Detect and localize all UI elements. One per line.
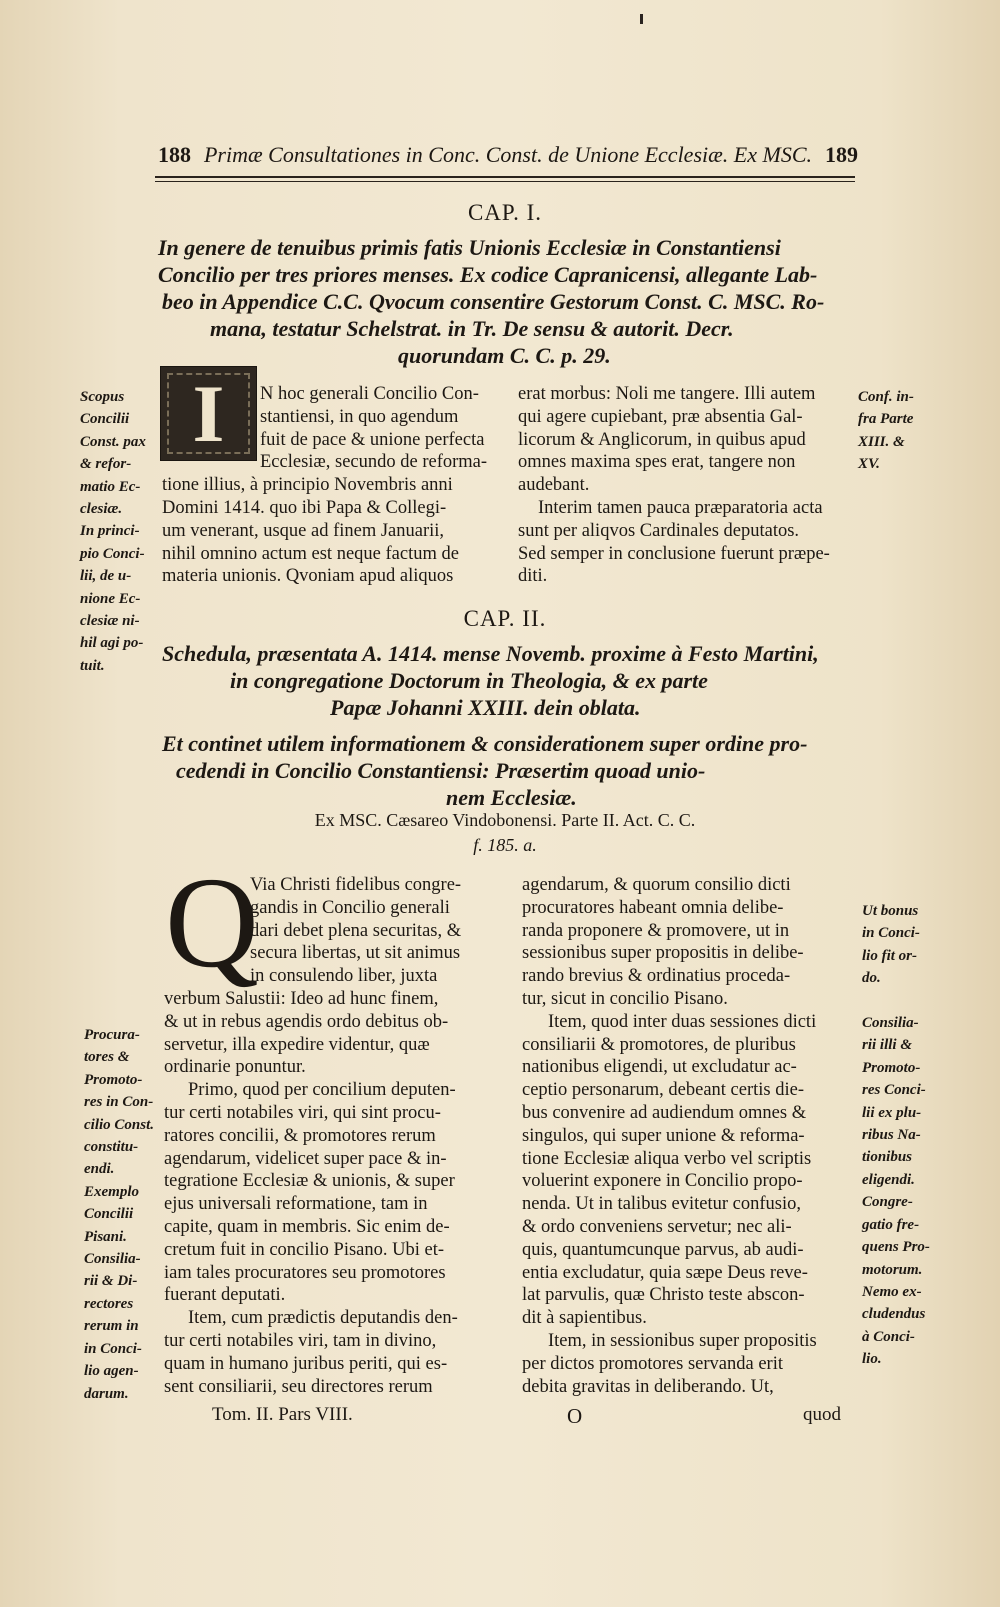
page-mark bbox=[640, 14, 643, 24]
margin-line: rectores bbox=[84, 1295, 134, 1312]
text-line: Domini 1414. quo ibi Papa & Collegi- bbox=[162, 497, 447, 518]
margin-line: Promoto- bbox=[84, 1071, 143, 1088]
margin-line: do. bbox=[862, 970, 881, 987]
text-line: nihil omnino actum est neque factum de bbox=[162, 543, 459, 564]
margin-line: pio Conci- bbox=[80, 545, 145, 562]
text-line: nationibus eligendi, ut excludatur ac- bbox=[522, 1057, 797, 1078]
cap1-left-column bbox=[162, 383, 500, 588]
text-line: bus convenire ad audiendum omnes & bbox=[522, 1102, 807, 1123]
text-line: dit à sapientibus. bbox=[522, 1308, 647, 1329]
margin-line: Const. pax bbox=[80, 433, 146, 450]
text-line: dari debet plena securitas, & bbox=[250, 920, 462, 941]
subtitle-line: nem Ecclesiæ. bbox=[446, 785, 577, 810]
cap2-right-column bbox=[522, 874, 860, 1398]
text-line: singulos, qui super unione & reforma- bbox=[522, 1125, 805, 1146]
text-line: sunt per aliqvos Cardinales deputatos. bbox=[518, 520, 800, 541]
text-line: ratores concilii, & promotores rerum bbox=[164, 1125, 436, 1146]
text-line: fuit de pace & unione perfecta bbox=[260, 429, 485, 450]
chapter-2-title bbox=[162, 640, 862, 721]
margin-line: lii ex plu- bbox=[862, 1104, 922, 1121]
margin-line: tuit. bbox=[80, 657, 105, 674]
header-rule bbox=[155, 176, 855, 178]
running-title: Primæ Consultationes in Conc. Const. de Unione Ecclesiæ. Ex MSC. bbox=[203, 142, 812, 167]
text-line: um venerant, usque ad finem Januarii, bbox=[162, 520, 445, 541]
margin-line: Congre- bbox=[862, 1194, 913, 1211]
title-line: mana, testatur Schelstrat. in Tr. De sensu & autorit. Decr. bbox=[210, 316, 734, 341]
text-line: audebant. bbox=[518, 475, 590, 496]
margin-line: Consilia- bbox=[862, 1015, 919, 1032]
margin-line: Pisani. bbox=[84, 1228, 127, 1245]
title-line: In genere de tenuibus primis fatis Unionis Ecclesiæ in Constantiensi bbox=[158, 235, 781, 260]
text-line: stantiensi, in quo agendum bbox=[260, 406, 459, 427]
subtitle-line: Et continet utilem informationem & considerationem super ordine pro- bbox=[162, 731, 808, 756]
text-line: quis, quantumcunque parvus, ab audi- bbox=[522, 1239, 804, 1260]
text-line: ceptio personarum, debeant certis die- bbox=[522, 1080, 805, 1101]
margin-line: rii illi & bbox=[862, 1037, 913, 1054]
text-line: servetur, illa expedire videntur, quæ bbox=[164, 1034, 430, 1055]
text-line: Item, in sessionibus super propositis bbox=[548, 1330, 817, 1351]
margin-line: In princi- bbox=[80, 523, 140, 540]
signature-line: Tom. II. Pars VIII. bbox=[212, 1404, 353, 1425]
running-header bbox=[158, 138, 858, 174]
margin-note-right-2 bbox=[862, 900, 930, 1371]
margin-line: Scopus bbox=[80, 389, 125, 405]
margin-line: lii, de u- bbox=[80, 568, 132, 585]
margin-line: hil agi po- bbox=[80, 635, 144, 652]
text-line: Item, quod inter duas sessiones dicti bbox=[548, 1011, 817, 1032]
margin-line: eligendi. bbox=[862, 1171, 915, 1188]
margin-line: quens Pro- bbox=[862, 1239, 930, 1256]
text-line: entia excludatur, quia sæpe Deus reve- bbox=[522, 1262, 808, 1283]
text-line: iam tales procuratores seu promotores bbox=[164, 1262, 446, 1283]
margin-line: Procura- bbox=[84, 1027, 140, 1043]
margin-line: constitu- bbox=[84, 1139, 139, 1156]
margin-line: rii & Di- bbox=[84, 1273, 138, 1290]
margin-line: Exemplo bbox=[84, 1183, 139, 1200]
margin-line: tores & bbox=[84, 1049, 130, 1066]
text-line: secura libertas, ut sit animus bbox=[250, 943, 461, 964]
title-line: Papæ Johanni XXIII. dein oblata. bbox=[330, 695, 641, 720]
text-line: tegratione Ecclesiæ & unionis, & super bbox=[164, 1171, 455, 1192]
margin-line: Nemo ex- bbox=[862, 1283, 922, 1300]
text-line: cretum fuit in concilio Pisano. Ubi et- bbox=[164, 1239, 445, 1260]
text-line: nenda. Ut in talibus evitetur confusio, bbox=[522, 1194, 801, 1215]
text-line: tione illius, à principio Novembris anni bbox=[162, 475, 453, 496]
margin-line: XV. bbox=[858, 456, 880, 473]
margin-line: nione Ec- bbox=[80, 590, 141, 607]
margin-line bbox=[862, 990, 930, 1012]
margin-line: rerum in bbox=[84, 1318, 139, 1335]
margin-line: in Conci- bbox=[862, 925, 920, 942]
text-line: Interim tamen pauca præparatoria acta bbox=[538, 497, 823, 518]
chapter-2-subtitle bbox=[162, 730, 862, 811]
margin-line: matio Ec- bbox=[80, 478, 141, 495]
margin-note-left-2 bbox=[84, 1024, 154, 1405]
text-line: diti. bbox=[518, 566, 548, 587]
margin-line: à Conci- bbox=[862, 1328, 915, 1345]
text-line: debita gravitas in deliberando. Ut, bbox=[522, 1376, 774, 1397]
text-line: capite, quam in membris. Sic enim de- bbox=[164, 1216, 450, 1237]
text-line: procuratores habeant omnia delibe- bbox=[522, 897, 784, 918]
text-line: Primo, quod per concilium deputen- bbox=[188, 1080, 456, 1101]
text-line: in consulendo liber, juxta bbox=[250, 966, 438, 987]
margin-line: cilio Const. bbox=[84, 1116, 155, 1133]
margin-line: clesiæ ni- bbox=[80, 613, 140, 630]
text-line: omnes maxima spes erat, tangere non bbox=[518, 452, 796, 473]
margin-line: darum. bbox=[84, 1385, 129, 1402]
text-line: erat morbus: Noli me tangere. Illi autem bbox=[518, 384, 816, 404]
chapter-heading-1: CAP. I. bbox=[467, 200, 543, 225]
source-folio: f. 185. a. bbox=[473, 835, 537, 855]
margin-line: Ut bonus bbox=[862, 903, 919, 919]
text-line: sessionibus super propositis in delibe- bbox=[522, 943, 804, 964]
margin-line: Consilia- bbox=[84, 1251, 141, 1268]
text-line: voluerint exponere in Concilio propo- bbox=[522, 1171, 803, 1192]
text-line: Ecclesiæ, secundo de reforma- bbox=[260, 452, 488, 473]
margin-line: Concilii bbox=[80, 411, 130, 428]
text-line: & ordo conveniens servetur; nec ali- bbox=[522, 1216, 792, 1237]
subtitle-line: cedendi in Concilio Constantiensi: Præsertim quoad unio- bbox=[176, 758, 706, 783]
text-line: tur, sicut in concilio Pisano. bbox=[522, 988, 728, 1009]
catchword: quod bbox=[803, 1404, 841, 1425]
margin-line: in Conci- bbox=[84, 1340, 142, 1357]
text-line: quam in humano juribus periti, qui es- bbox=[164, 1353, 448, 1374]
text-line: qui agere cupiebant, præ absentia Gal- bbox=[518, 406, 803, 427]
text-line: tur certi notabiles viri, qui sint procu- bbox=[164, 1102, 441, 1123]
source-line: Ex MSC. Cæsareo Vindobonensi. Parte II. Act. C. C. bbox=[314, 810, 696, 830]
text-line: consiliarii & promotores, de pluribus bbox=[522, 1034, 796, 1055]
title-line: Schedula, præsentata A. 1414. mense Novemb. proxime à Festo Martini, bbox=[162, 641, 819, 666]
text-line: materia unionis. Qvoniam apud aliquos bbox=[162, 566, 454, 587]
initial-letter: I bbox=[192, 368, 225, 459]
margin-line: endi. bbox=[84, 1161, 115, 1178]
margin-line: cludendus bbox=[862, 1306, 926, 1323]
text-line: agendarum, videlicet super pace & in- bbox=[164, 1148, 447, 1169]
page-number-left: 188 bbox=[158, 142, 191, 167]
text-line: Via Christi fidelibus congre- bbox=[250, 875, 462, 895]
margin-line: motorum. bbox=[862, 1261, 923, 1278]
text-line: licorum & Anglicorum, in quibus apud bbox=[518, 429, 806, 450]
text-line: & ut in rebus agendis ordo debitus ob- bbox=[164, 1011, 449, 1032]
text-line: lat parvulis, quæ Christo teste abscon- bbox=[522, 1285, 805, 1306]
margin-line: Conf. in- bbox=[858, 389, 914, 405]
page-number-right: 189 bbox=[825, 142, 858, 167]
text-line: tione Ecclesiæ aliqua verbo vel scriptis bbox=[522, 1148, 812, 1169]
text-line: ordinarie ponuntur. bbox=[164, 1057, 306, 1078]
title-line: beo in Appendice C.C. Qvocum consentire Gestorum Const. C. MSC. Ro- bbox=[162, 289, 825, 314]
margin-line: res Conci- bbox=[862, 1082, 926, 1099]
margin-line: lio. bbox=[862, 1351, 882, 1368]
margin-line: lio agen- bbox=[84, 1363, 139, 1380]
chapter-1-title bbox=[158, 234, 858, 369]
text-line: per dictos promotores servanda erit bbox=[522, 1353, 783, 1374]
text-line: N hoc generali Concilio Con- bbox=[260, 384, 479, 404]
margin-line: fra Parte bbox=[858, 411, 914, 428]
margin-line: Concilii bbox=[84, 1206, 134, 1223]
text-line: gandis in Concilio generali bbox=[250, 897, 450, 918]
text-line: randa proponere & promovere, ut in bbox=[522, 920, 790, 941]
margin-note-left-1 bbox=[80, 386, 146, 677]
text-line: Sed semper in conclusione fuerunt præpe- bbox=[518, 543, 830, 564]
margin-line: & refor- bbox=[80, 456, 132, 473]
text-line: Item, cum prædictis deputandis den- bbox=[188, 1308, 458, 1329]
header-rule-thin bbox=[155, 181, 855, 182]
text-line: tur certi notabiles viri, tam in divino, bbox=[164, 1330, 437, 1351]
text-line: verbum Salustii: Ideo ad hunc finem, bbox=[164, 988, 439, 1009]
text-line: sent consiliarii, seu directores rerum bbox=[164, 1376, 433, 1397]
margin-line: res in Con- bbox=[84, 1094, 154, 1111]
text-line: ejus universali reformatione, tam in bbox=[164, 1194, 428, 1215]
margin-line: Promoto- bbox=[862, 1059, 921, 1076]
signature-mark: O bbox=[567, 1404, 583, 1428]
cap1-right-column bbox=[518, 383, 858, 588]
chapter-heading-2: CAP. II. bbox=[463, 606, 547, 631]
text-line: agendarum, & quorum consilio dicti bbox=[522, 875, 791, 895]
title-line: quorundam C. C. p. 29. bbox=[398, 343, 611, 368]
initial-q: Q bbox=[165, 851, 259, 995]
title-line: Concilio per tres priores menses. Ex codice Capranicensi, allegante Lab- bbox=[158, 262, 818, 287]
margin-line: ribus Na- bbox=[862, 1127, 921, 1144]
margin-line: gatio fre- bbox=[862, 1216, 920, 1233]
margin-note-right-1 bbox=[858, 386, 914, 476]
text-line: fuerant deputati. bbox=[164, 1285, 286, 1306]
title-line: in congregatione Doctorum in Theologia, & ex parte bbox=[230, 668, 708, 693]
margin-line: clesiæ. bbox=[80, 501, 123, 518]
margin-line: lio fit or- bbox=[862, 947, 917, 964]
margin-line: XIII. & bbox=[858, 433, 905, 450]
margin-line: tionibus bbox=[862, 1149, 913, 1166]
cap2-left-column bbox=[164, 874, 504, 1398]
text-line: rando brevius & ordinatius proceda- bbox=[522, 966, 791, 987]
